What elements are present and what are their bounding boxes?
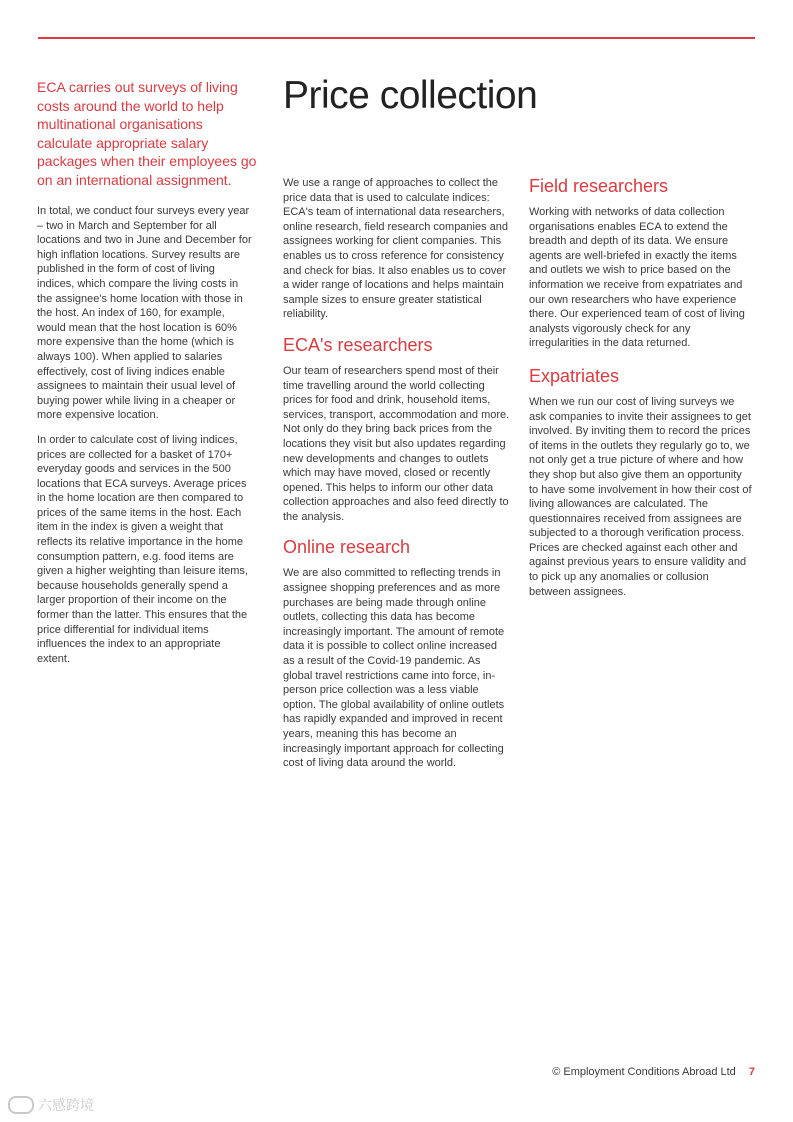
section-heading-expatriates: Expatriates: [529, 365, 620, 386]
paragraph: In total, we conduct four surveys every year – two in March and September for all locations and two in June and December for high inflation locations. Survey results are published in the form of cost of living indices, which compare the living costs in the assignee's home location with those in the host. An index of 160, for example, would mean that the host location is 60% more expensive than the home (which is always 100). When applied to salaries effectively, cost of living indices enable assignees to maintain their usual level of buying power while living in a cheaper or more expensive location.: [37, 205, 252, 422]
page-number: 7: [748, 1066, 755, 1078]
intro-text: ECA carries out surveys of living costs around the world to help multinational organisations calculate appropriate salary packages when their employees go on an international assignment.: [37, 79, 257, 188]
right-column: [529, 173, 753, 609]
paragraph: We use a range of approaches to collect the price data that is used to calculate indices: ECA's team of international data researchers, online research, field research companies and assignees working for client companies. This enables us to cross reference for consistency and check for bias. It also enables us to cover a wider range of locations and helps maintain sample sizes to ensure greater statistical reliability.: [283, 177, 509, 321]
paragraph: We are also committed to reflecting trends in assignee shopping preferences and as more purchases are being made through online outlets, collecting this data has become increasingly important. The amount of remote data it is possible to collect online increased as a result of the Covid-19 pandemic. As global travel restrictions came into force, in-person price collection was a less viable option. The global availability of online outlets has rapidly expanded and improved in recent years, meaning this has become an increasingly important approach for collecting cost of living data around the world.: [283, 567, 505, 770]
watermark-logo-icon: [8, 1096, 34, 1114]
section-heading-online-research: Online research: [283, 537, 411, 558]
page-title: Price collection: [283, 74, 538, 117]
section-heading-eca-researchers: ECA's researchers: [283, 334, 433, 355]
paragraph: Working with networks of data collection organisations enables ECA to extend the breadth and depth of its data. We ensure agents are well-briefed in exactly the items and outlets we wish to price based on the information we receive from expatriates and our own researchers who have experience there. Our experienced team of cost of living analysts vigorously check for any irregularities in the data returned.: [529, 206, 745, 350]
watermark-text: 六感跨境: [38, 1097, 94, 1113]
footer: [552, 1066, 755, 1078]
copyright-text: © Employment Conditions Abroad Ltd: [552, 1066, 736, 1078]
paragraph: In order to calculate cost of living indices, prices are collected for a basket of 170+ everyday goods and services in the 500 locations that ECA surveys. Average prices in the home location are then compared to prices of the same items in the host. Each item in the index is given a weight that reflects its relative importance in the home consumption pattern, e.g. food items are given a higher weighting than leisure items, because households generally spend a larger proportion of their income on the former than the latter. This ensures that the price differential for individual items influences the index to an appropriate extent.: [37, 433, 248, 665]
paragraph: Our team of researchers spend most of their time travelling around the world collecting prices for food and drink, household items, services, transport, accommodation and more. Not only do they bring back prices from the locations they visit but also updates regarding new developments and changes to outlets which may have moved, closed or recently opened. This helps to inform our other data collection approaches and also feed directly to the analysis.: [283, 364, 510, 523]
section-heading-field-researchers: Field researchers: [529, 176, 669, 196]
watermark: [8, 1095, 94, 1115]
left-column: [37, 204, 255, 676]
paragraph: When we run our cost of living surveys we ask companies to invite their assignees to get involved. By inviting them to record the prices of items in the outlets they regularly go to, we not only get a true picture of where and how they shop but also give them an opportunity to have some involvement in how their cost of living allowances are calculated. The questionnaires received from assignees are subjected to a thorough verification process. Prices are checked against each other and against previous years to ensure validity and to pick up any anomalies or collusion between assignees.: [529, 395, 752, 598]
top-rule: [38, 37, 755, 39]
middle-column: [283, 176, 511, 781]
